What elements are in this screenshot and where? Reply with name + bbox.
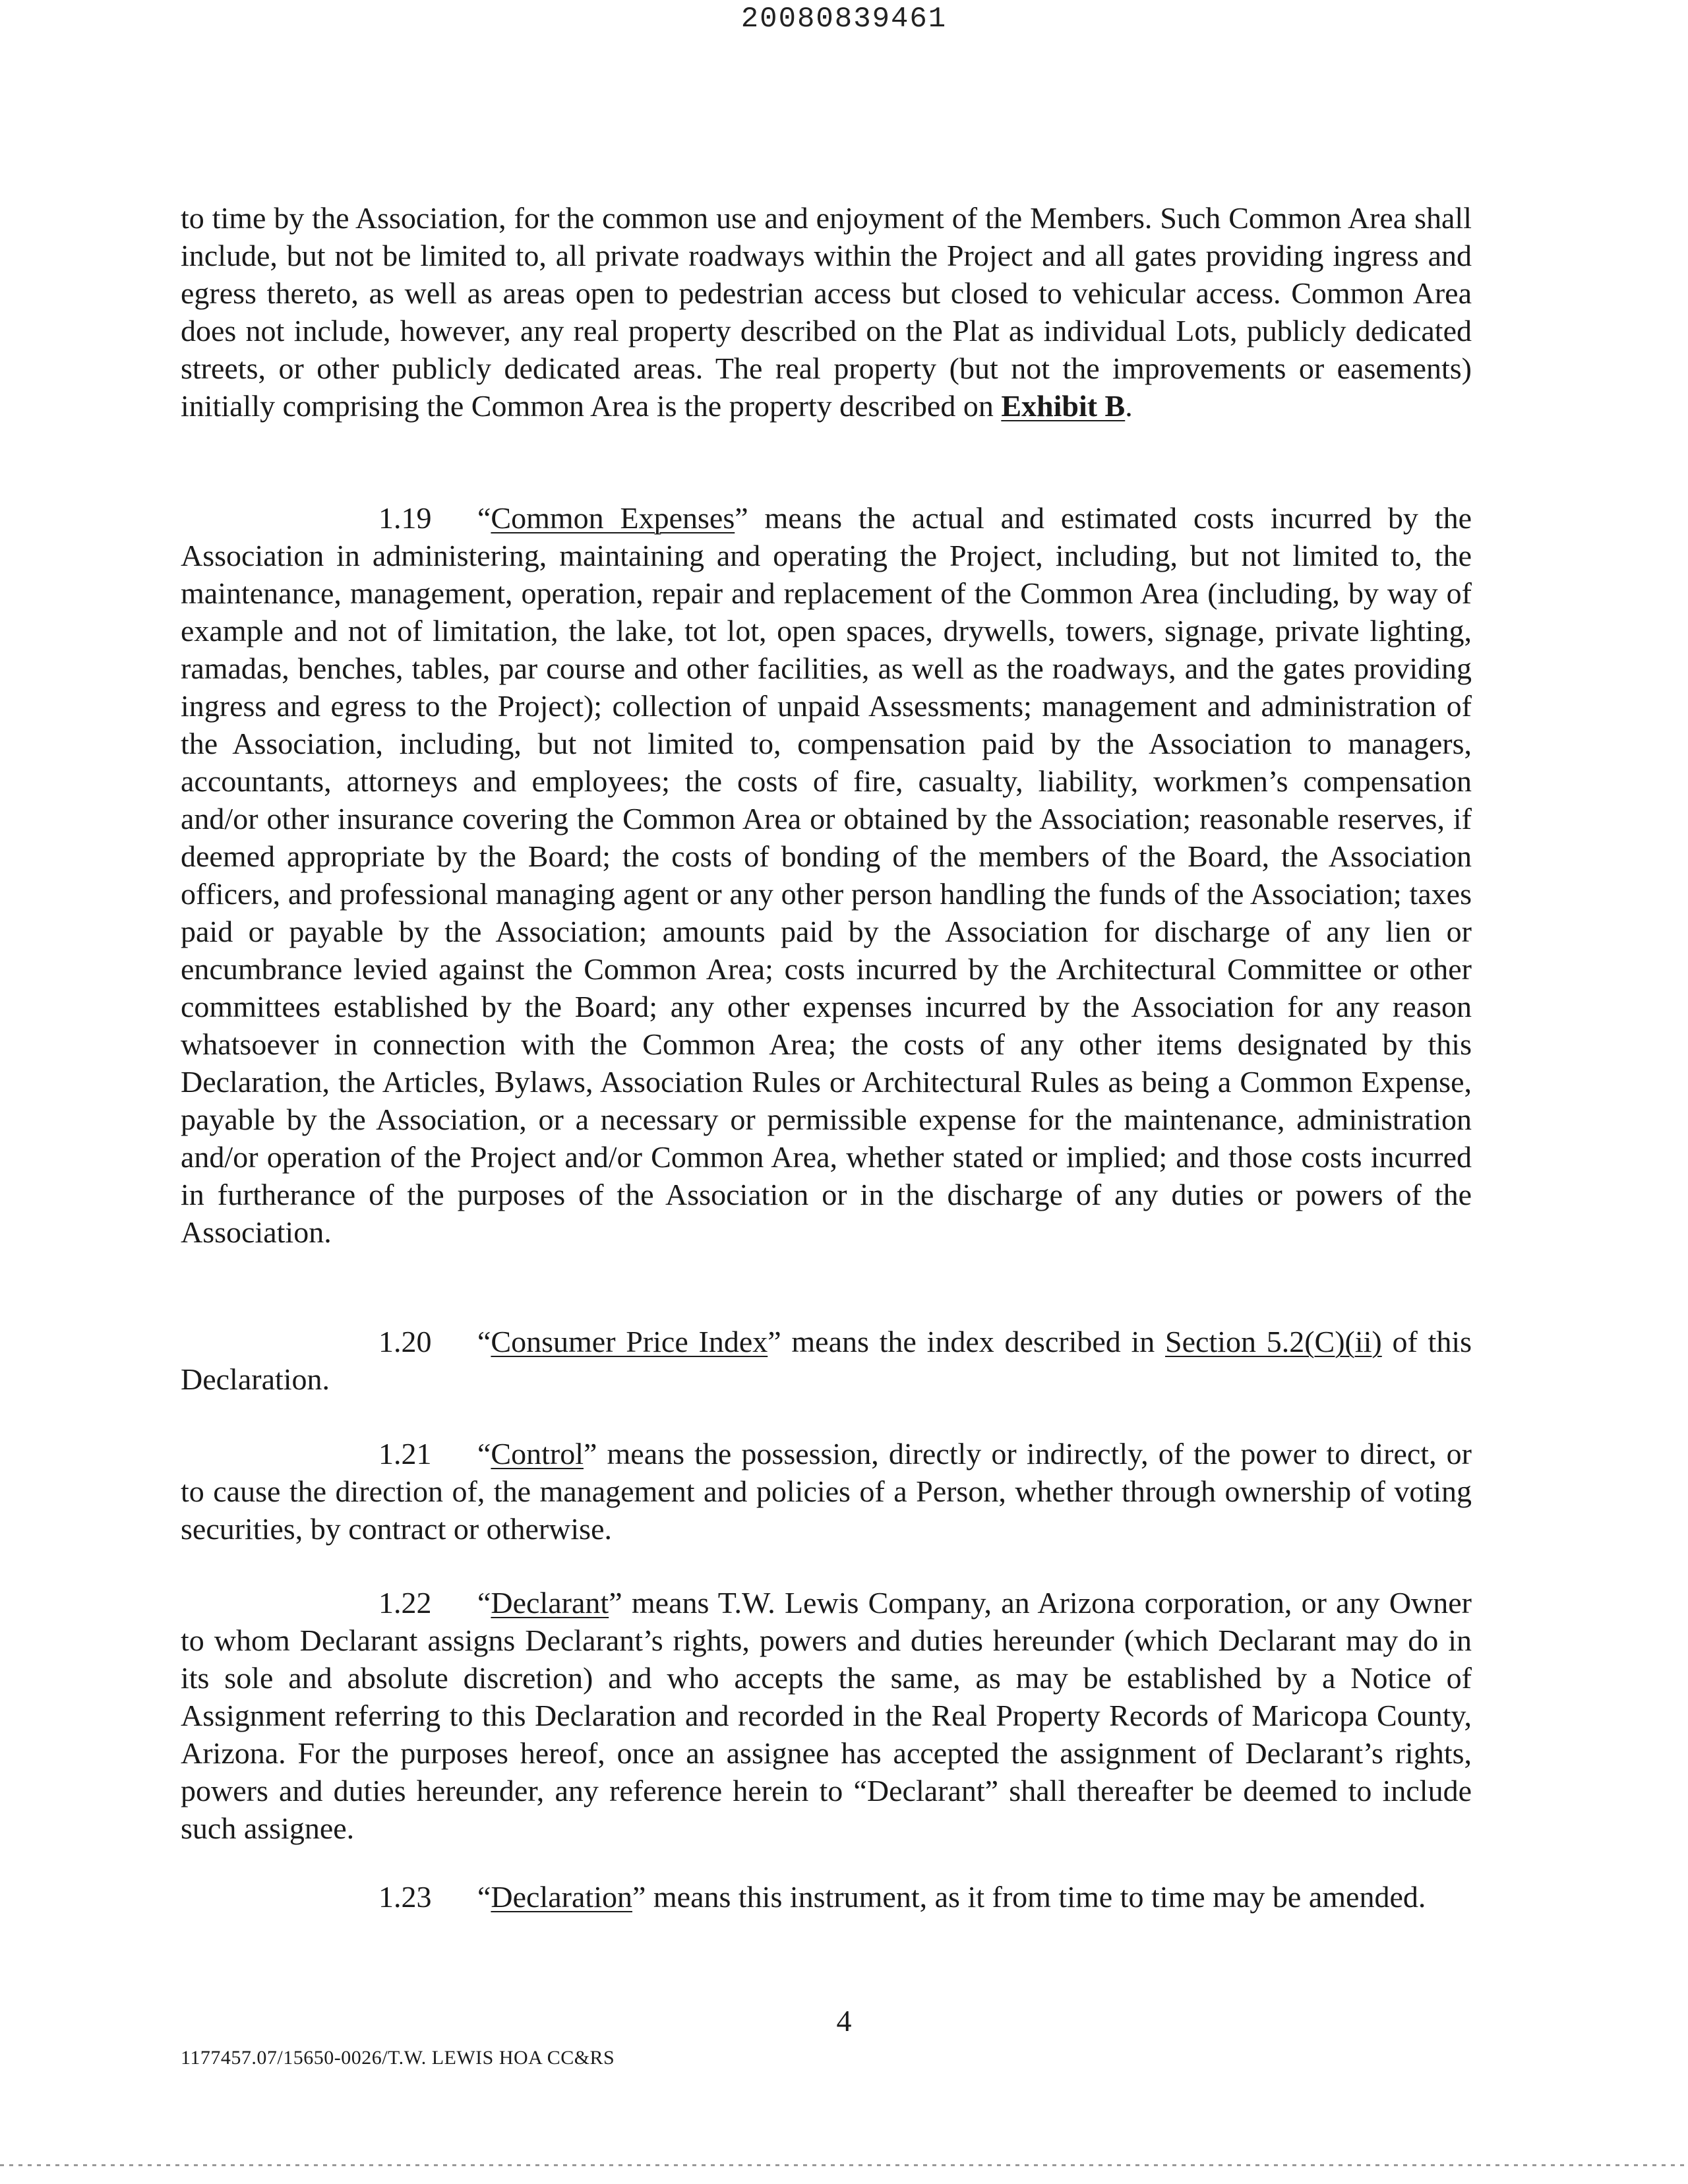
section-number: 1.23 xyxy=(378,1880,432,1914)
section-cross-reference: Section 5.2(C)(ii) xyxy=(1165,1325,1382,1358)
section-1-21: 1.21 “Control” means the possession, directly or indirectly, of the power to direct, or to cause the direction of, the management and policies of a Person, whether through ownership of voting securities, by contract or otherwise. xyxy=(181,1435,1472,1548)
section-number: 1.22 xyxy=(378,1586,432,1620)
recording-number: 20080839461 xyxy=(740,3,948,36)
section-text: ” means this instrument, as it from time to time may be amended. xyxy=(632,1880,1426,1914)
section-1-23: 1.23 “Declaration” means this instrument, as it from time to time may be amended. xyxy=(181,1878,1472,1916)
section-number: 1.19 xyxy=(378,501,432,535)
exhibit-b-reference: Exhibit B xyxy=(1001,389,1126,423)
section-text: ” means the possession, directly or indirectly, of the power to direct, or to cause the direction of, the management and policies of a Person, whether through ownership of voting securities, by contract or otherwise. xyxy=(181,1437,1472,1546)
page-number: 4 xyxy=(836,2004,852,2038)
section-text: ” means the actual and estimated costs incurred by the Association in administering, maintaining and operating the Project, including, but not limited to, the maintenance, management, operation, repair and replacement of the Common Area (including, by way of example and not of limitation, the lake, tot lot, open spaces, drywells, towers, signage, private lighting, ramadas, benches, tables, par course and other facilities, as well as the roadways, and the gates providing ingress and egress to the Project); collection of unpaid Assessments; management and administration of the Association, including, but not limited to, compensation paid by the Association to managers, accountants, attorneys and employees; the costs of fire, casualty, liability, workmen’s compensation and/or other insurance covering the Common Area or obtained by the Association; reasonable reserves, if deemed appropriate by the Board; the costs of bonding of the members of the Board, the Association officers, and professional managing agent or any other person handling the funds of the Association; taxes paid or payable by the Association; amounts paid by the Association for discharge of any lien or encumbrance levied against the Common Area; costs incurred by the Architectural Committee or other committees established by the Board; any other expenses incurred by the Association for any reason whatsoever in connection with the Common Area; the costs of any other items designated by this Declaration, the Articles, Bylaws, Association Rules or Architectural Rules as being a Common Expense, payable by the Association, or a necessary or permissible expense for the maintenance, administration and/or operation of the Project and/or Common Area, whether stated or implied; and those costs incurred in furtherance of the purposes of the Association or in the discharge of any duties or powers of the Association. xyxy=(181,501,1472,1249)
scan-edge-line xyxy=(0,2164,1688,2166)
section-text: ” means the index described in xyxy=(768,1325,1166,1358)
section-text-after: of this Declaration. xyxy=(181,1325,1472,1396)
footer-document-reference: 1177457.07/15650-0026/T.W. LEWIS HOA CC&RS xyxy=(181,2047,615,2069)
defined-term: Consumer Price Index xyxy=(491,1325,768,1358)
section-1-20: 1.20 “Consumer Price Index” means the index described in Section 5.2(C)(ii) of this Declaration. xyxy=(181,1323,1472,1398)
defined-term: Declaration xyxy=(491,1880,632,1914)
section-number: 1.21 xyxy=(378,1437,432,1471)
continuation-end: . xyxy=(1125,389,1133,423)
defined-term: Control xyxy=(491,1437,584,1471)
section-text: ” means T.W. Lewis Company, an Arizona corporation, or any Owner to whom Declarant assigns Declarant’s rights, powers and duties hereunder (which Declarant may do in its sole and absolute discretion) and who accepts the same, as may be established by a Notice of Assignment referring to this Declaration and recorded in the Real Property Records of Maricopa County, Arizona. For the purposes hereof, once an assignee has accepted the assignment of Declarant’s rights, powers and duties hereunder, any reference herein to “Declarant” shall thereafter be deemed to include such assignee. xyxy=(181,1586,1472,1845)
continuation-text: to time by the Association, for the common use and enjoyment of the Members. Such Common Area shall include, but not be limited to, all private roadways within the Project and all gates providing ingress and egress thereto, as well as areas open to pedestrian access but closed to vehicular access. Common Area does not include, however, any real property described on the Plat as individual Lots, publicly dedicated streets, or other publicly dedicated areas. The real property (but not the improvements or easements) initially comprising the Common Area is the property described on xyxy=(181,201,1472,423)
common-area-continuation xyxy=(181,199,1472,425)
section-1-22: 1.22 “Declarant” means T.W. Lewis Company, an Arizona corporation, or any Owner to whom Declarant assigns Declarant’s rights, powers and duties hereunder (which Declarant may do in its sole and absolute discretion) and who accepts the same, as may be established by a Notice of Assignment referring to this Declaration and recorded in the Real Property Records of Maricopa County, Arizona. For the purposes hereof, once an assignee has accepted the assignment of Declarant’s rights, powers and duties hereunder, any reference herein to “Declarant” shall thereafter be deemed to include such assignee. xyxy=(181,1584,1472,1847)
defined-term: Declarant xyxy=(491,1586,609,1620)
defined-term: Common Expenses xyxy=(491,501,735,535)
section-1-19: 1.19 “Common Expenses” means the actual and estimated costs incurred by the Association in administering, maintaining and operating the Project, including, but not limited to, the maintenance, management, operation, repair and replacement of the Common Area (including, by way of example and not of limitation, the lake, tot lot, open spaces, drywells, towers, signage, private lighting, ramadas, benches, tables, par course and other facilities, as well as the roadways, and the gates providing ingress and egress to the Project); collection of unpaid Assessments; management and administration of the Association, including, but not limited to, compensation paid by the Association to managers, accountants, attorneys and employees; the costs of fire, casualty, liability, workmen’s compensation and/or other insurance covering the Common Area or obtained by the Association; reasonable reserves, if deemed appropriate by the Board; the costs of bonding of the members of the Board, the Association officers, and professional managing agent or any other person handling the funds of the Association; taxes paid or payable by the Association; amounts paid by the Association for discharge of any lien or encumbrance levied against the Common Area; costs incurred by the Architectural Committee or other committees established by the Board; any other expenses incurred by the Association for any reason whatsoever in connection with the Common Area; the costs of any other items designated by this Declaration, the Articles, Bylaws, Association Rules or Architectural Rules as being a Common Expense, payable by the Association, or a necessary or permissible expense for the maintenance, administration and/or operation of the Project and/or Common Area, whether stated or implied; and those costs incurred in furtherance of the purposes of the Association or in the discharge of any duties or powers of the Association. xyxy=(181,499,1472,1251)
section-number: 1.20 xyxy=(378,1325,432,1358)
